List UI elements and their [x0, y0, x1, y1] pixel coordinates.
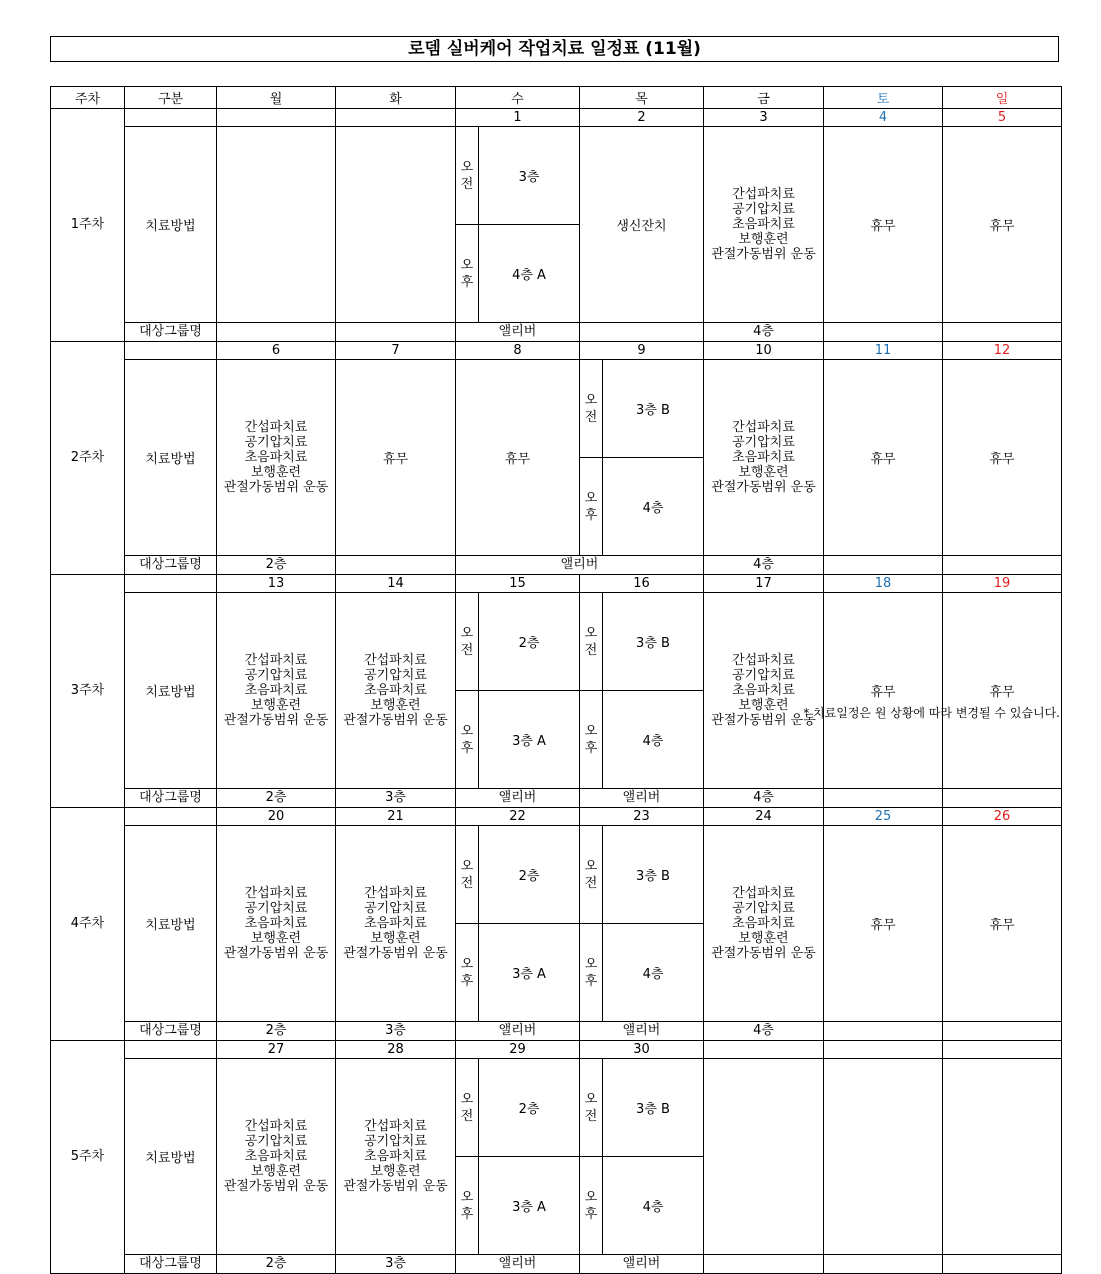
pm-session: 4층 A: [512, 268, 546, 283]
date-cell: 21: [336, 808, 456, 826]
week-label: 4주차: [51, 808, 125, 1041]
am-label: 오 전: [580, 826, 603, 924]
therapy-item: 공기압치료: [244, 435, 308, 450]
pm-session: 4층: [642, 1200, 664, 1215]
therapy-list: [217, 360, 336, 556]
group-cell: [704, 1255, 824, 1274]
rest-cell: 휴무: [336, 360, 456, 556]
date-cell-sun: [943, 1041, 1062, 1059]
am-session: 2층: [479, 826, 580, 924]
therapy-cell-empty: [217, 127, 336, 323]
therapy-item: 관절가동범위 운동: [223, 1179, 329, 1194]
am-label: 오 전: [580, 360, 603, 458]
group-cell: [943, 789, 1062, 808]
date-cell: 16: [580, 575, 704, 593]
group-cell: 3층: [336, 1255, 456, 1274]
group-cell: [824, 1022, 943, 1041]
therapy-item: 초음파치료: [364, 916, 427, 931]
group-cell: [943, 1022, 1062, 1041]
group-cell: 앨리버: [580, 789, 704, 808]
week4-date-row: [51, 808, 1062, 826]
session-cell: [456, 1059, 580, 1255]
therapy-item: 간섭파치료: [732, 653, 795, 668]
page-title: 로뎀 실버케어 작업치료 일정표 (11월): [50, 36, 1059, 62]
therapy-item: 보행훈련: [250, 1164, 302, 1179]
group-cell: 앨리버: [580, 1255, 704, 1274]
group-cell: [580, 323, 704, 342]
schedule-table: [50, 86, 1062, 1274]
therapy-item: 관절가동범위 운동: [711, 247, 816, 262]
week5-date-row: [51, 1041, 1062, 1059]
date-cell-sun: 5: [943, 109, 1062, 127]
pm-session: 4층: [642, 734, 664, 749]
therapy-list: [704, 826, 824, 1022]
group-cell: [943, 556, 1062, 575]
therapy-list: [336, 1059, 456, 1255]
am-session: 3층 B: [603, 593, 704, 691]
date-cell: 7: [336, 342, 456, 360]
therapy-item: 공기압치료: [244, 1134, 308, 1149]
week1-therapy-row: [51, 127, 1062, 323]
date-cell: [336, 109, 456, 127]
group-cell: 2층: [217, 1255, 336, 1274]
date-cell: 10: [704, 342, 824, 360]
group-cell: 4층: [704, 1022, 824, 1041]
therapy-cell-empty: [943, 1059, 1062, 1255]
date-cell: 2: [580, 109, 704, 127]
group-cell: [336, 323, 456, 342]
date-cell: [704, 1041, 824, 1059]
date-cell: 3: [704, 109, 824, 127]
therapy-item: 관절가동범위 운동: [343, 1179, 448, 1194]
therapy-item: 공기압치료: [244, 668, 308, 683]
am-session: 3층: [479, 127, 580, 225]
therapy-item: 관절가동범위 운동: [711, 946, 816, 961]
therapy-item: 보행훈련: [738, 465, 789, 480]
therapy-item: 간섭파치료: [244, 653, 308, 668]
target-group-label: 대상그룹명: [125, 1022, 217, 1041]
therapy-item: 관절가동범위 운동: [223, 480, 329, 495]
event-cell: 생신잔치: [580, 127, 704, 323]
am-label: 오 전: [456, 1059, 479, 1157]
therapy-item: 관절가동범위 운동: [223, 713, 329, 728]
therapy-item: 초음파치료: [364, 683, 427, 698]
pm-session: 3층 A: [512, 1200, 546, 1215]
therapy-item: 간섭파치료: [364, 653, 427, 668]
therapy-list: [217, 593, 336, 789]
therapy-item: 보행훈련: [370, 698, 421, 713]
therapy-method-label: 치료방법: [125, 1059, 217, 1255]
therapy-cell-empty: [336, 127, 456, 323]
date-cell: 6: [217, 342, 336, 360]
therapy-item: 보행훈련: [738, 232, 789, 247]
group-cell: [824, 323, 943, 342]
group-cell: 4층: [704, 323, 824, 342]
date-cell-sat: 25: [824, 808, 943, 826]
therapy-item: 간섭파치료: [364, 886, 427, 901]
am-label: 오 전: [456, 127, 479, 225]
therapy-item: 공기압치료: [732, 901, 795, 916]
pm-session: 3층 A: [512, 734, 546, 749]
date-cell: 20: [217, 808, 336, 826]
therapy-list: [704, 593, 824, 789]
am-session: 3층 B: [603, 360, 704, 458]
session-cell: [456, 127, 580, 323]
week2-group-row: [51, 556, 1062, 575]
therapy-item: 보행훈련: [370, 1164, 421, 1179]
group-cell: [943, 1255, 1062, 1274]
footnote: * 치료일정은 원 상황에 따라 변경될 수 있습니다.: [803, 706, 1060, 720]
session-cell: [456, 593, 580, 789]
session-cell: [580, 360, 704, 556]
therapy-item: 공기압치료: [244, 901, 308, 916]
group-cell: 앨리버: [456, 556, 704, 575]
rest-cell: 휴무: [943, 826, 1062, 1022]
therapy-list: [217, 826, 336, 1022]
therapy-list: [704, 360, 824, 556]
group-cell: [824, 789, 943, 808]
date-cell: 8: [456, 342, 580, 360]
therapy-item: 초음파치료: [244, 916, 308, 931]
category-empty: [125, 1041, 217, 1059]
am-session: 3층 B: [603, 1059, 704, 1157]
therapy-item: 초음파치료: [244, 1149, 308, 1164]
group-cell: 앨리버: [456, 323, 580, 342]
date-cell-sun: 26: [943, 808, 1062, 826]
therapy-list: [704, 127, 824, 323]
therapy-item: 간섭파치료: [244, 1119, 308, 1134]
week5-group-row: [51, 1255, 1062, 1274]
therapy-item: 초음파치료: [732, 683, 795, 698]
group-cell: [217, 323, 336, 342]
date-cell: 24: [704, 808, 824, 826]
therapy-item: 관절가동범위 운동: [711, 480, 816, 495]
pm-label: 오 후: [456, 691, 479, 789]
pm-session: 4층: [642, 967, 664, 982]
week1-group-row: [51, 323, 1062, 342]
date-cell-sat: 18: [824, 575, 943, 593]
session-cell: [580, 826, 704, 1022]
header-sun: 일: [943, 87, 1062, 109]
therapy-item: 공기압치료: [364, 668, 427, 683]
group-cell: 2층: [217, 556, 336, 575]
therapy-item: 초음파치료: [732, 450, 795, 465]
pm-label: 오 후: [580, 924, 603, 1022]
date-cell: 23: [580, 808, 704, 826]
date-cell: 1: [456, 109, 580, 127]
therapy-item: 보행훈련: [370, 931, 421, 946]
date-cell: 30: [580, 1041, 704, 1059]
category-empty: [125, 342, 217, 360]
group-cell: [336, 556, 456, 575]
header-thu: 목: [580, 87, 704, 109]
am-label: 오 전: [580, 593, 603, 691]
header-category: 구분: [125, 87, 217, 109]
therapy-item: 초음파치료: [244, 450, 308, 465]
therapy-item: 간섭파치료: [732, 420, 795, 435]
rest-cell: 휴무: [943, 127, 1062, 323]
pm-session: 3층 A: [512, 967, 546, 982]
date-cell: 27: [217, 1041, 336, 1059]
week5-therapy-row: [51, 1059, 1062, 1255]
session-cell: [580, 593, 704, 789]
therapy-list: [217, 1059, 336, 1255]
therapy-method-label: 치료방법: [125, 360, 217, 556]
am-label: 오 전: [580, 1059, 603, 1157]
therapy-item: 간섭파치료: [244, 886, 308, 901]
rest-cell: 휴무: [456, 360, 580, 556]
target-group-label: 대상그룹명: [125, 1255, 217, 1274]
target-group-label: 대상그룹명: [125, 556, 217, 575]
date-cell: 29: [456, 1041, 580, 1059]
pm-label: 오 후: [580, 691, 603, 789]
pm-label: 오 후: [580, 458, 603, 556]
group-cell: 3층: [336, 1022, 456, 1041]
header-mon: 월: [217, 87, 336, 109]
pm-session: 4층: [642, 501, 664, 516]
group-cell: 2층: [217, 789, 336, 808]
therapy-item: 보행훈련: [250, 931, 302, 946]
header-week: 주차: [51, 87, 125, 109]
am-label: 오 전: [456, 593, 479, 691]
week2-therapy-row: [51, 360, 1062, 556]
header-tue: 화: [336, 87, 456, 109]
date-cell-sun: 19: [943, 575, 1062, 593]
week1-date-row: [51, 109, 1062, 127]
rest-cell: 휴무: [943, 360, 1062, 556]
category-empty: [125, 109, 217, 127]
pm-label: 오 후: [456, 924, 479, 1022]
therapy-method-label: 치료방법: [125, 593, 217, 789]
therapy-item: 간섭파치료: [364, 1119, 427, 1134]
rest-cell: 휴무: [943, 593, 1062, 789]
therapy-item: 관절가동범위 운동: [223, 946, 329, 961]
date-cell: 17: [704, 575, 824, 593]
date-cell: 15: [456, 575, 580, 593]
therapy-item: 보행훈련: [738, 698, 789, 713]
week2-date-row: [51, 342, 1062, 360]
week-label: 2주차: [51, 342, 125, 575]
category-empty: [125, 575, 217, 593]
rest-cell: 휴무: [824, 826, 943, 1022]
category-empty: [125, 808, 217, 826]
target-group-label: 대상그룹명: [125, 789, 217, 808]
am-session: 2층: [479, 593, 580, 691]
date-cell-sat: 11: [824, 342, 943, 360]
date-cell: 9: [580, 342, 704, 360]
header-row: [51, 87, 1062, 109]
therapy-item: 공기압치료: [732, 668, 795, 683]
group-cell: 2층: [217, 1022, 336, 1041]
week4-group-row: [51, 1022, 1062, 1041]
am-session: 2층: [479, 1059, 580, 1157]
therapy-item: 보행훈련: [738, 931, 789, 946]
header-sat: 토: [824, 87, 943, 109]
therapy-item: 관절가동범위 운동: [343, 713, 448, 728]
group-cell: 앨리버: [456, 1022, 580, 1041]
group-cell: 앨리버: [456, 1255, 580, 1274]
week4-therapy-row: [51, 826, 1062, 1022]
group-cell: 4층: [704, 789, 824, 808]
therapy-item: 초음파치료: [364, 1149, 427, 1164]
date-cell-sat: 4: [824, 109, 943, 127]
am-label: 오 전: [456, 826, 479, 924]
therapy-item: 초음파치료: [244, 683, 308, 698]
week-label: 3주차: [51, 575, 125, 808]
therapy-item: 공기압치료: [364, 1134, 427, 1149]
header-wed: 수: [456, 87, 580, 109]
session-cell: [580, 1059, 704, 1255]
week3-group-row: [51, 789, 1062, 808]
week3-date-row: [51, 575, 1062, 593]
group-cell: [943, 323, 1062, 342]
therapy-item: 관절가동범위 운동: [343, 946, 448, 961]
group-cell: 3층: [336, 789, 456, 808]
group-cell: 앨리버: [580, 1022, 704, 1041]
therapy-item: 간섭파치료: [732, 187, 795, 202]
date-cell: 22: [456, 808, 580, 826]
date-cell-sat: [824, 1041, 943, 1059]
pm-label: 오 후: [456, 1157, 479, 1255]
pm-label: 오 후: [456, 225, 479, 323]
date-cell: [217, 109, 336, 127]
date-cell: 14: [336, 575, 456, 593]
date-cell-sun: 12: [943, 342, 1062, 360]
header-fri: 금: [704, 87, 824, 109]
therapy-cell-empty: [704, 1059, 824, 1255]
therapy-list: [336, 826, 456, 1022]
target-group-label: 대상그룹명: [125, 323, 217, 342]
am-session: 3층 B: [603, 826, 704, 924]
week-label: 5주차: [51, 1041, 125, 1274]
therapy-item: 초음파치료: [732, 217, 795, 232]
rest-cell: 휴무: [824, 127, 943, 323]
group-cell: 앨리버: [456, 789, 580, 808]
therapy-method-label: 치료방법: [125, 826, 217, 1022]
therapy-item: 공기압치료: [732, 202, 795, 217]
therapy-item: 간섭파치료: [244, 420, 308, 435]
group-cell: 4층: [704, 556, 824, 575]
group-cell: [824, 1255, 943, 1274]
date-cell: 28: [336, 1041, 456, 1059]
therapy-list: [336, 593, 456, 789]
pm-label: 오 후: [580, 1157, 603, 1255]
session-cell: [456, 826, 580, 1022]
date-cell: 13: [217, 575, 336, 593]
week3-therapy-row: [51, 593, 1062, 789]
group-cell: [824, 556, 943, 575]
therapy-cell-empty: [824, 1059, 943, 1255]
rest-cell: 휴무: [824, 360, 943, 556]
therapy-item: 공기압치료: [732, 435, 795, 450]
rest-cell: 휴무: [824, 593, 943, 789]
therapy-item: 관절가동범위 운동: [711, 713, 816, 728]
therapy-item: 초음파치료: [732, 916, 795, 931]
therapy-item: 간섭파치료: [732, 886, 795, 901]
therapy-item: 보행훈련: [250, 698, 302, 713]
therapy-item: 공기압치료: [364, 901, 427, 916]
week-label: 1주차: [51, 109, 125, 342]
therapy-method-label: 치료방법: [125, 127, 217, 323]
therapy-item: 보행훈련: [250, 465, 302, 480]
